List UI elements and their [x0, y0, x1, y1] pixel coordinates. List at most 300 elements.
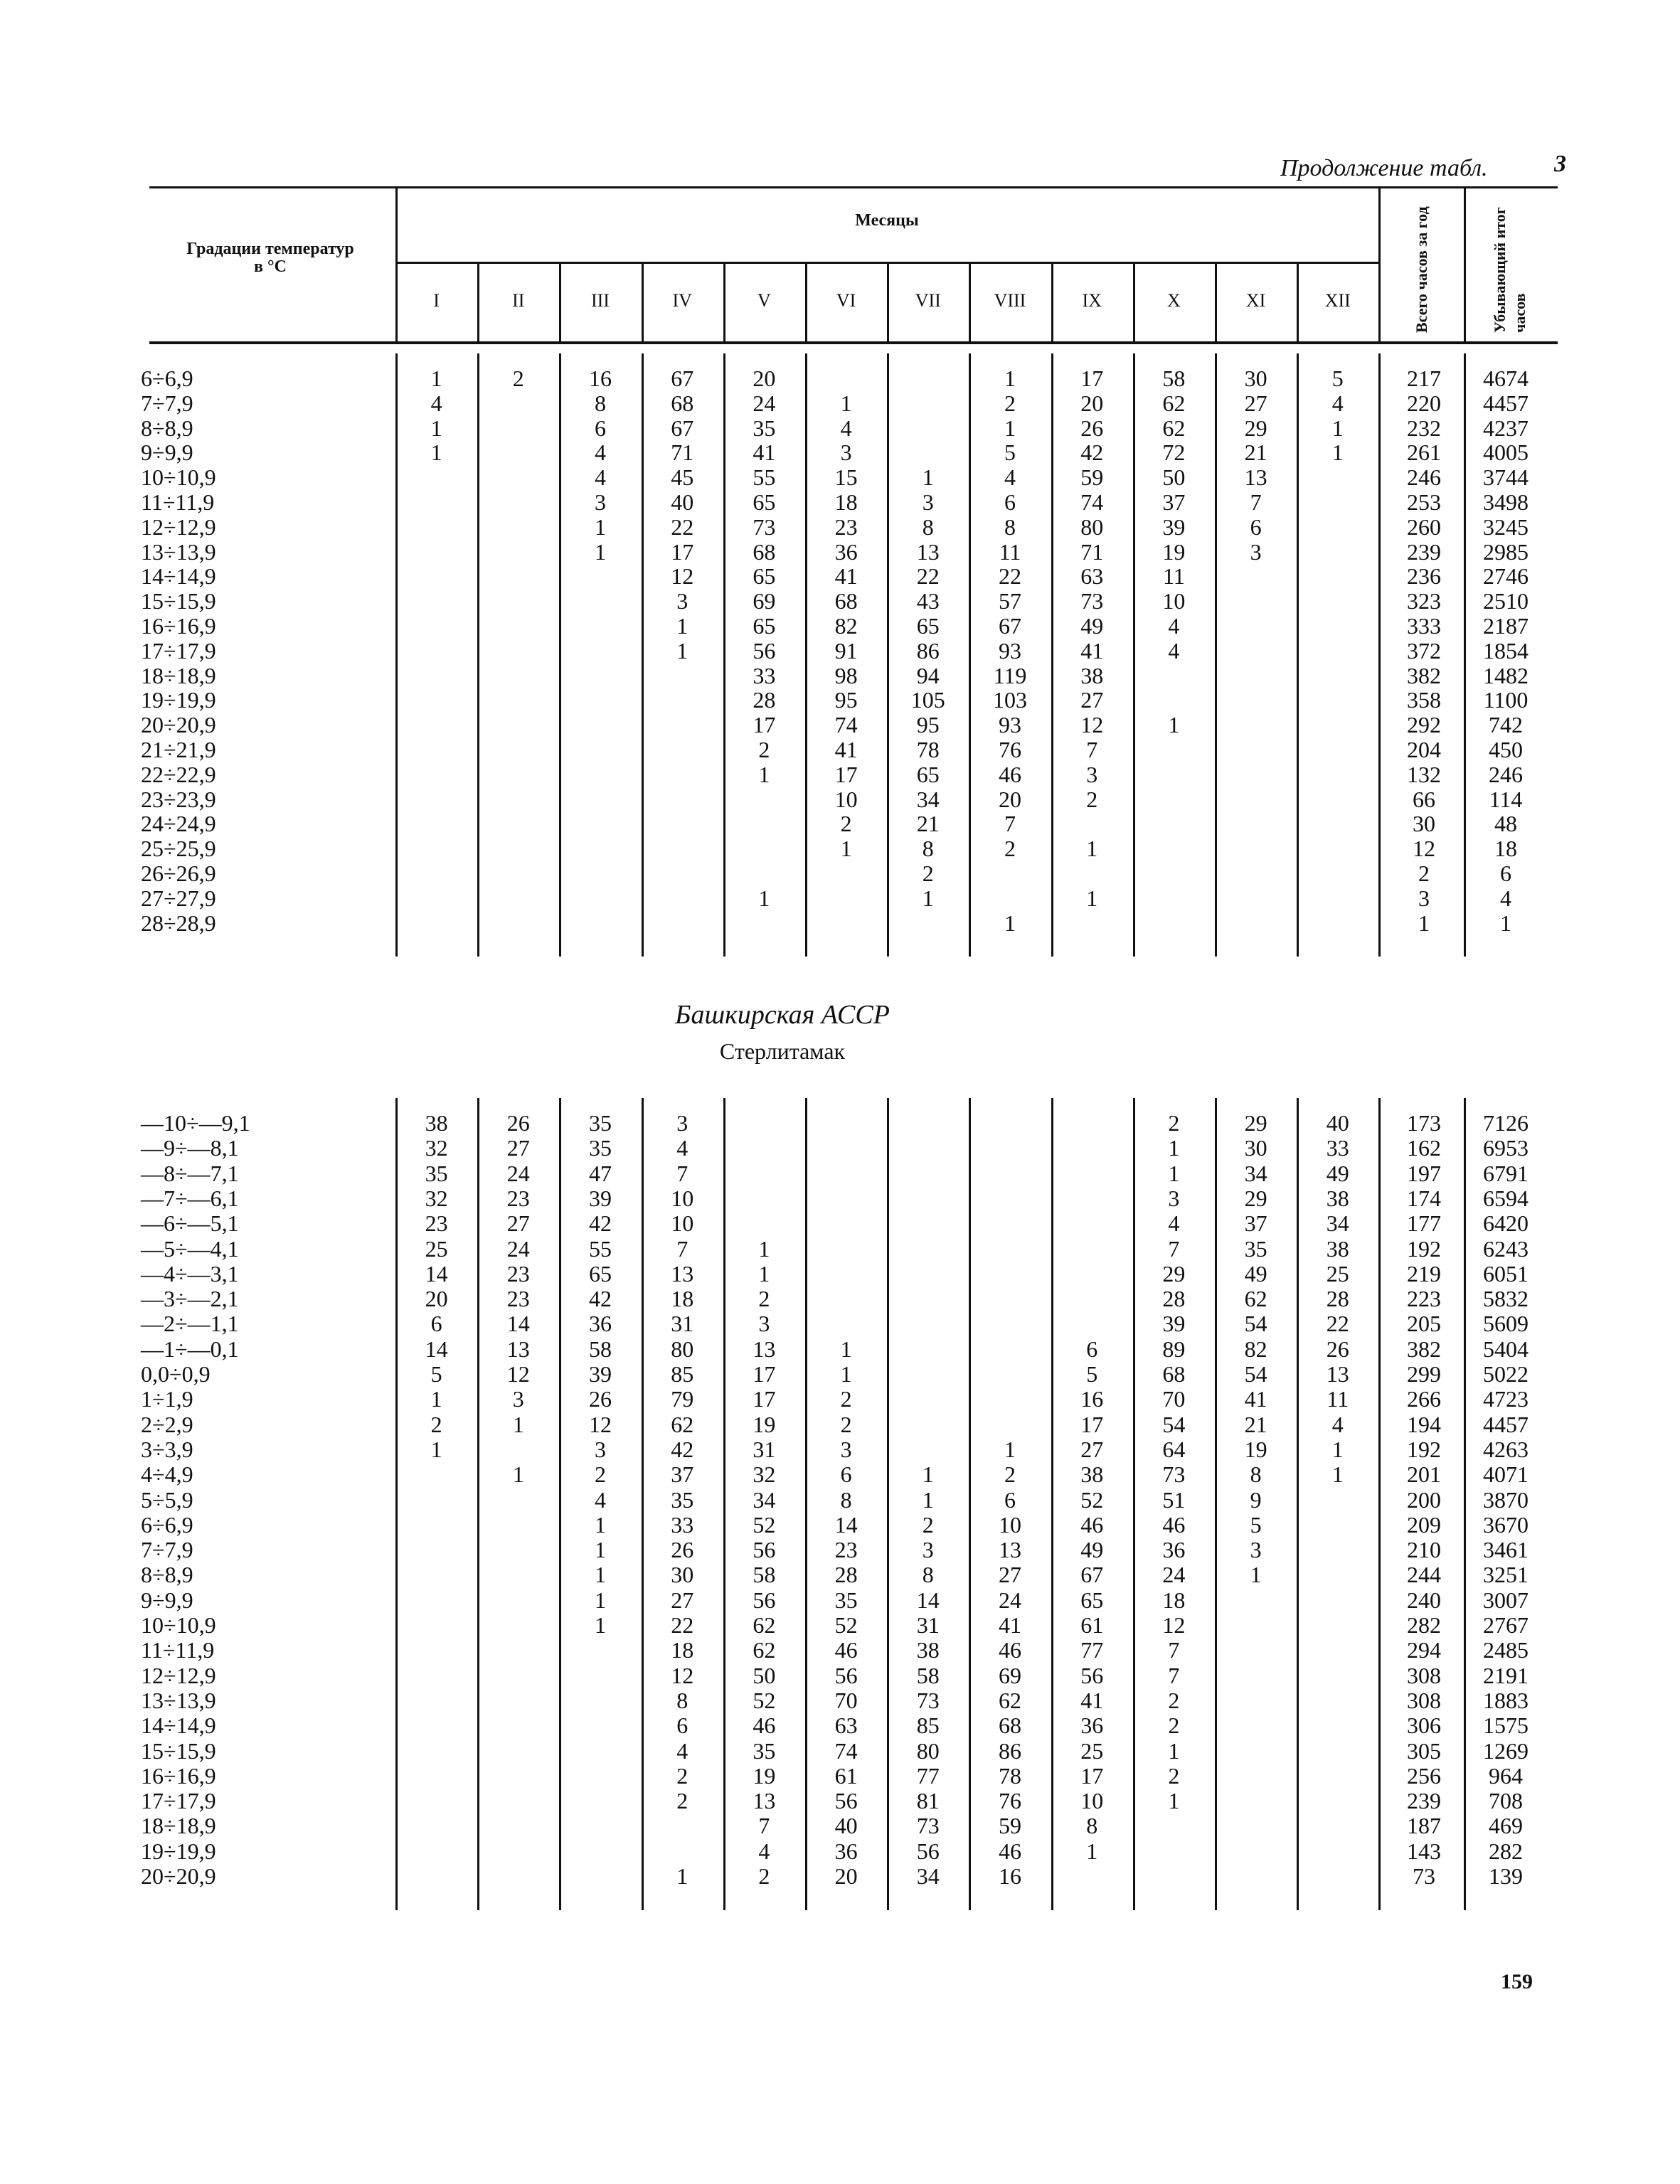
- hours-cell-V: 2: [758, 737, 770, 762]
- gradation-label: 14÷14,9: [141, 563, 216, 590]
- hours-cell-IV: 33: [671, 1511, 694, 1538]
- hours-cell-IX: 71: [1080, 538, 1104, 565]
- hours-cell-I: 1: [430, 415, 442, 441]
- hours-cell-VI: 4: [840, 415, 852, 441]
- hours-cell-XII: 26: [1326, 1336, 1349, 1362]
- hours-cell-XI: 7: [1250, 489, 1262, 515]
- hours-cell-VI: 40: [834, 1813, 858, 1839]
- hours-cell-VIII: 78: [998, 1762, 1021, 1789]
- hours-cell-III: 2: [594, 1461, 606, 1488]
- hours-cell-IV: 71: [671, 440, 694, 466]
- hours-cell-VI: 2: [840, 1386, 852, 1412]
- hours-cell-V: 69: [753, 588, 776, 614]
- hours-cell-I: 20: [425, 1286, 448, 1312]
- hours-cell-I: 1: [430, 440, 442, 466]
- hours-cell-X: 7: [1168, 1637, 1180, 1663]
- hours-cell-VIII: 10: [998, 1511, 1021, 1538]
- hours-cell-VI: 61: [834, 1762, 858, 1789]
- cumulative-hours-cell: 3007: [1483, 1587, 1529, 1613]
- hours-cell-XI: 30: [1244, 1135, 1267, 1161]
- header-divider: [642, 263, 644, 341]
- cumulative-hours-cell: 2510: [1483, 588, 1529, 614]
- hours-cell-V: 17: [753, 712, 776, 738]
- total-hours-cell: 143: [1407, 1838, 1441, 1864]
- hours-cell-X: 58: [1162, 366, 1186, 391]
- hours-cell-VI: 3: [840, 1436, 852, 1462]
- total-hours-cell: 253: [1407, 489, 1441, 515]
- hours-cell-VI: 35: [834, 1587, 858, 1613]
- hours-cell-V: 62: [753, 1612, 776, 1638]
- header-divider: [1051, 263, 1053, 341]
- hours-cell-VIII: 16: [998, 1863, 1021, 1889]
- hours-cell-X: 4: [1168, 1210, 1180, 1237]
- cumulative-hours-cell: 1: [1500, 910, 1511, 936]
- cumulative-hours-cell: 1482: [1483, 662, 1529, 688]
- hours-cell-VII: 80: [916, 1737, 940, 1764]
- month-numeral-XII: XII: [1324, 290, 1351, 311]
- hours-cell-VIII: 22: [998, 563, 1021, 590]
- hours-cell-I: 6: [430, 1311, 442, 1337]
- hours-cell-III: 4: [594, 464, 606, 491]
- hours-cell-VI: 74: [834, 1737, 858, 1764]
- total-hours-cell: 382: [1407, 662, 1441, 688]
- header-top-rule: [149, 186, 1558, 188]
- hours-cell-III: 35: [588, 1135, 612, 1161]
- hours-cell-V: 73: [753, 513, 776, 540]
- hours-cell-V: 24: [753, 390, 776, 416]
- gradation-label: 21÷21,9: [141, 737, 216, 762]
- hours-cell-IX: 49: [1080, 1537, 1104, 1563]
- hours-cell-X: 70: [1162, 1386, 1186, 1412]
- page-number: 159: [1501, 1970, 1533, 1993]
- hours-cell-XI: 82: [1244, 1336, 1267, 1362]
- hours-cell-XII: 22: [1326, 1311, 1349, 1337]
- total-hours-cell: 236: [1407, 563, 1441, 590]
- cumulative-hours-header: Убывающий итог часов: [1491, 207, 1529, 333]
- gradation-label: 23÷23,9: [141, 786, 216, 812]
- gradation-label: —6÷—5,1: [141, 1210, 239, 1237]
- hours-cell-XII: 1: [1331, 1461, 1344, 1488]
- hours-cell-VIII: 1: [1004, 910, 1016, 936]
- hours-cell-VII: 8: [922, 1562, 934, 1588]
- hours-cell-IV: 22: [671, 513, 694, 540]
- total-hours-cell: 177: [1407, 1210, 1441, 1237]
- hours-cell-V: 28: [753, 687, 776, 713]
- gradation-label: 11÷11,9: [141, 1637, 215, 1663]
- hours-cell-VI: 98: [834, 662, 858, 688]
- hours-cell-V: 1: [758, 1260, 770, 1287]
- gradation-label: —2÷—1,1: [141, 1311, 239, 1337]
- hours-cell-II: 24: [506, 1160, 530, 1186]
- hours-cell-II: 24: [506, 1235, 530, 1262]
- gradation-label: 15÷15,9: [141, 588, 216, 614]
- hours-cell-IX: 2: [1086, 786, 1098, 812]
- cumulative-hours-cell: 4071: [1483, 1461, 1529, 1488]
- hours-cell-V: 56: [753, 1587, 776, 1613]
- gradation-label: 2÷2,9: [141, 1411, 193, 1437]
- total-hours-cell: 73: [1413, 1863, 1435, 1889]
- hours-cell-VI: 63: [834, 1712, 858, 1739]
- hours-cell-X: 37: [1162, 489, 1186, 515]
- hours-cell-VII: 34: [916, 1863, 940, 1889]
- hours-cell-IV: 2: [676, 1762, 689, 1789]
- hours-cell-XI: 54: [1244, 1311, 1267, 1337]
- hours-cell-V: 17: [753, 1386, 776, 1412]
- hours-cell-IV: 45: [671, 464, 694, 491]
- gradation-label: 27÷27,9: [141, 885, 216, 911]
- hours-cell-III: 16: [588, 366, 612, 391]
- hours-cell-IV: 80: [671, 1336, 694, 1362]
- hours-cell-IX: 27: [1080, 1436, 1104, 1462]
- hours-cell-V: 7: [758, 1813, 770, 1839]
- total-hours-cell: 173: [1407, 1110, 1441, 1136]
- total-hours-cell: 219: [1407, 1260, 1441, 1287]
- hours-cell-V: 3: [758, 1311, 770, 1337]
- hours-cell-VI: 68: [834, 588, 858, 614]
- hours-cell-V: 35: [753, 415, 776, 441]
- hours-cell-V: 17: [753, 1361, 776, 1387]
- gradation-label: 12÷12,9: [141, 513, 216, 540]
- cumulative-hours-cell: 3744: [1483, 464, 1529, 491]
- hours-cell-IX: 42: [1080, 440, 1104, 466]
- hours-cell-V: 55: [753, 464, 776, 491]
- hours-cell-VI: 10: [834, 786, 858, 812]
- month-numeral-XI: XI: [1245, 290, 1266, 311]
- hours-cell-VII: 94: [916, 662, 940, 688]
- cumulative-hours-cell: 2485: [1483, 1637, 1529, 1663]
- hours-cell-X: 7: [1168, 1235, 1180, 1262]
- hours-cell-VI: 95: [834, 687, 858, 713]
- total-hours-cell: 1: [1418, 910, 1430, 936]
- cumulative-hours-cell: 18: [1494, 836, 1517, 862]
- hours-cell-VI: 74: [834, 712, 858, 738]
- cumulative-hours-cell: 4237: [1483, 415, 1529, 441]
- month-numeral-IV: IV: [672, 290, 692, 311]
- cumulative-hours-cell: 1269: [1483, 1737, 1529, 1764]
- hours-cell-XII: 40: [1326, 1110, 1349, 1136]
- total-hours-cell: 292: [1407, 712, 1441, 738]
- hours-cell-IV: 1: [676, 1863, 689, 1889]
- hours-cell-I: 25: [425, 1235, 448, 1262]
- total-hours-cell: 333: [1407, 613, 1441, 639]
- hours-cell-IV: 68: [671, 390, 694, 416]
- hours-cell-II: 2: [512, 366, 524, 391]
- caption-text: Продолжение табл.: [1280, 155, 1488, 181]
- hours-cell-I: 23: [425, 1210, 448, 1237]
- total-hours-cell: 2: [1418, 861, 1430, 886]
- hours-cell-VII: 81: [916, 1788, 940, 1814]
- hours-cell-IV: 2: [676, 1788, 689, 1814]
- hours-cell-V: 52: [753, 1511, 776, 1538]
- hours-cell-IX: 10: [1080, 1788, 1104, 1814]
- hours-cell-X: 39: [1162, 1311, 1186, 1337]
- hours-cell-X: 54: [1162, 1411, 1186, 1437]
- gradation-label: —1÷—0,1: [141, 1336, 239, 1362]
- cumulative-hours-cell: 469: [1489, 1813, 1523, 1839]
- hours-cell-VIII: 103: [992, 687, 1027, 713]
- hours-cell-IV: 67: [671, 366, 694, 391]
- hours-cell-VIII: 20: [998, 786, 1021, 812]
- hours-cell-IV: 18: [671, 1637, 694, 1663]
- total-hours-cell: 201: [1407, 1461, 1441, 1488]
- hours-cell-III: 3: [594, 1436, 606, 1462]
- hours-cell-V: 13: [753, 1788, 776, 1814]
- gradation-label: —7÷—6,1: [141, 1185, 239, 1211]
- hours-cell-VI: 8: [840, 1486, 852, 1513]
- hours-cell-III: 55: [588, 1235, 612, 1262]
- hours-cell-I: 1: [430, 1386, 442, 1412]
- cumulative-hours-cell: 4674: [1483, 366, 1529, 391]
- cumulative-hours-cell: 4723: [1483, 1386, 1529, 1412]
- hours-cell-VI: 91: [834, 637, 858, 664]
- hours-cell-IX: 27: [1080, 687, 1104, 713]
- hours-cell-IV: 4: [676, 1737, 689, 1764]
- hours-cell-VIII: 46: [998, 1637, 1021, 1663]
- hours-cell-VI: 56: [834, 1788, 858, 1814]
- header-divider: [1215, 263, 1217, 341]
- hours-cell-X: 7: [1168, 1662, 1180, 1688]
- hours-cell-VI: 36: [834, 1838, 858, 1864]
- hours-cell-V: 65: [753, 613, 776, 639]
- region-title: Башкирская АССР: [675, 1000, 890, 1030]
- hours-cell-III: 8: [594, 390, 606, 416]
- total-hours-cell: 306: [1407, 1712, 1441, 1739]
- hours-cell-IX: 73: [1080, 588, 1104, 614]
- gradation-label: 8÷8,9: [141, 1562, 193, 1588]
- total-hours-cell: 244: [1407, 1562, 1441, 1588]
- cumulative-hours-cell: 282: [1489, 1838, 1523, 1864]
- hours-cell-II: 26: [506, 1110, 530, 1136]
- hours-cell-IV: 67: [671, 415, 694, 441]
- gradation-label: 26÷26,9: [141, 861, 216, 886]
- total-hours-cell: 232: [1407, 415, 1441, 441]
- cumulative-hours-cell: 4: [1500, 885, 1511, 911]
- hours-cell-II: 1: [512, 1461, 524, 1488]
- hours-cell-X: 12: [1162, 1612, 1186, 1638]
- cumulative-hours-cell: 246: [1489, 761, 1523, 787]
- hours-cell-VI: 36: [834, 538, 858, 565]
- hours-cell-VI: 2: [840, 811, 852, 837]
- month-numeral-I: I: [433, 290, 440, 311]
- hours-cell-VI: 82: [834, 613, 858, 639]
- hours-cell-IX: 63: [1080, 563, 1104, 590]
- hours-cell-IV: 17: [671, 538, 694, 565]
- hours-cell-VIII: 46: [998, 1838, 1021, 1864]
- cumulative-hours-cell: 1575: [1483, 1712, 1529, 1739]
- gradation-label: 24÷24,9: [141, 811, 216, 837]
- hours-cell-VIII: 1: [1004, 1436, 1016, 1462]
- hours-cell-III: 42: [588, 1210, 612, 1237]
- column-divider: [1378, 353, 1381, 957]
- hours-cell-XI: 29: [1244, 415, 1267, 441]
- total-hours-cell: 3: [1418, 885, 1430, 911]
- hours-cell-VII: 73: [916, 1687, 940, 1713]
- month-numeral-VII: VII: [915, 290, 941, 311]
- total-hours-cell: 209: [1407, 1511, 1441, 1538]
- hours-cell-V: 19: [753, 1762, 776, 1789]
- total-hours-header: Всего часов за год: [1413, 206, 1430, 333]
- hours-cell-II: 23: [506, 1260, 530, 1287]
- hours-cell-IV: 18: [671, 1286, 694, 1312]
- hours-cell-I: 14: [425, 1336, 448, 1362]
- hours-cell-III: 26: [588, 1386, 612, 1412]
- hours-cell-VIII: 69: [998, 1662, 1021, 1688]
- hours-cell-X: 39: [1162, 513, 1186, 540]
- hours-cell-V: 2: [758, 1863, 770, 1889]
- gradation-label: 7÷7,9: [141, 1537, 193, 1563]
- hours-cell-IV: 42: [671, 1436, 694, 1462]
- hours-cell-X: 1: [1168, 1737, 1180, 1764]
- hours-cell-IX: 1: [1086, 836, 1098, 862]
- hours-cell-IX: 1: [1086, 1838, 1098, 1864]
- hours-cell-I: 5: [430, 1361, 442, 1387]
- hours-cell-XI: 19: [1244, 1436, 1267, 1462]
- total-hours-cell: 266: [1407, 1386, 1441, 1412]
- gradation-label: 28÷28,9: [141, 910, 216, 936]
- gradation-label: 14÷14,9: [141, 1712, 216, 1739]
- hours-cell-X: 3: [1168, 1185, 1180, 1211]
- hours-cell-XI: 27: [1244, 390, 1267, 416]
- hours-cell-I: 35: [425, 1160, 448, 1186]
- gradation-label: 10÷10,9: [141, 1612, 216, 1638]
- gradation-label: 0,0÷0,9: [141, 1361, 211, 1387]
- hours-cell-X: 89: [1162, 1336, 1186, 1362]
- hours-cell-VIII: 6: [1004, 489, 1016, 515]
- gradation-label: 8÷8,9: [141, 415, 193, 441]
- cumulative-hours-cell: 2985: [1483, 538, 1529, 565]
- hours-cell-XI: 8: [1250, 1461, 1262, 1488]
- hours-cell-VI: 23: [834, 513, 858, 540]
- hours-cell-VI: 28: [834, 1562, 858, 1588]
- hours-cell-IX: 67: [1080, 1562, 1104, 1588]
- hours-cell-XI: 13: [1244, 464, 1267, 491]
- gradation-label: —4÷—3,1: [141, 1260, 239, 1287]
- cumulative-hours-cell: 5022: [1483, 1361, 1529, 1387]
- hours-cell-X: 2: [1168, 1687, 1180, 1713]
- hours-cell-VIII: 76: [998, 1788, 1021, 1814]
- hours-cell-VIII: 46: [998, 761, 1021, 787]
- hours-cell-V: 58: [753, 1562, 776, 1588]
- hours-cell-V: 2: [758, 1286, 770, 1312]
- hours-cell-VII: 1: [922, 1486, 934, 1513]
- hours-cell-X: 62: [1162, 390, 1186, 416]
- hours-cell-XI: 37: [1244, 1210, 1267, 1237]
- months-header: Месяцы: [855, 211, 919, 230]
- hours-cell-VII: 77: [916, 1762, 940, 1789]
- gradation-label: —9÷—8,1: [141, 1135, 239, 1161]
- hours-cell-VIII: 41: [998, 1612, 1021, 1638]
- column-divider: [1378, 1098, 1381, 1910]
- hours-cell-VIII: 11: [999, 538, 1021, 565]
- hours-cell-III: 65: [588, 1260, 612, 1287]
- hours-cell-III: 1: [594, 1612, 606, 1638]
- hours-cell-XII: 49: [1326, 1160, 1349, 1186]
- total-hours-cell: 261: [1407, 440, 1441, 466]
- gradation-label: 18÷18,9: [141, 1813, 216, 1839]
- total-hours-cell: 204: [1407, 737, 1441, 762]
- gradation-label: 22÷22,9: [141, 761, 216, 787]
- hours-cell-III: 1: [594, 538, 606, 565]
- hours-cell-VII: 73: [916, 1813, 940, 1839]
- cumulative-hours-cell: 3251: [1483, 1562, 1529, 1588]
- hours-cell-X: 62: [1162, 415, 1186, 441]
- hours-cell-VIII: 7: [1004, 811, 1016, 837]
- hours-cell-X: 1: [1168, 712, 1180, 738]
- hours-cell-IV: 26: [671, 1537, 694, 1563]
- cumulative-hours-cell: 48: [1494, 811, 1517, 837]
- cumulative-hours-cell: 6: [1500, 861, 1511, 886]
- hours-cell-X: 64: [1162, 1436, 1186, 1462]
- hours-cell-IX: 41: [1080, 1687, 1104, 1713]
- cumulative-hours-cell: 4457: [1483, 1411, 1529, 1437]
- hours-cell-XI: 29: [1244, 1110, 1267, 1136]
- hours-cell-IX: 7: [1086, 737, 1098, 762]
- hours-cell-VIII: 93: [998, 712, 1021, 738]
- hours-cell-VII: 1: [922, 1461, 934, 1488]
- hours-cell-VII: 56: [916, 1838, 940, 1864]
- cumulative-hours-cell: 6953: [1483, 1135, 1529, 1161]
- hours-cell-V: 56: [753, 1537, 776, 1563]
- hours-cell-IV: 3: [676, 588, 689, 614]
- month-numeral-VI: VI: [836, 290, 856, 311]
- hours-cell-XII: 1: [1331, 440, 1344, 466]
- gradation-label: 13÷13,9: [141, 1687, 216, 1713]
- hours-cell-XII: 1: [1331, 415, 1344, 441]
- header-divider: [477, 263, 479, 341]
- header-bottom-rule: [149, 341, 1558, 344]
- hours-cell-V: 34: [753, 1486, 776, 1513]
- total-hours-cell: 239: [1407, 1788, 1441, 1814]
- hours-cell-X: 68: [1162, 1361, 1186, 1387]
- hours-cell-V: 4: [758, 1838, 770, 1864]
- hours-cell-XI: 29: [1244, 1185, 1267, 1211]
- hours-cell-VII: 95: [916, 712, 940, 738]
- hours-cell-X: 10: [1162, 588, 1186, 614]
- gradation-label: 1÷1,9: [141, 1386, 193, 1412]
- cumulative-hours-cell: 3670: [1483, 1511, 1529, 1538]
- hours-cell-XII: 13: [1326, 1361, 1349, 1387]
- hours-cell-I: 38: [425, 1110, 448, 1136]
- total-hours-cell: 256: [1407, 1762, 1441, 1789]
- hours-cell-VII: 13: [916, 538, 940, 565]
- total-hours-cell: 12: [1413, 836, 1435, 862]
- hours-cell-IV: 10: [671, 1185, 694, 1211]
- hours-cell-VII: 2: [922, 1511, 934, 1538]
- hours-cell-V: 41: [753, 440, 776, 466]
- header-divider: [559, 263, 561, 341]
- hours-cell-VIII: 67: [998, 613, 1021, 639]
- cumulative-hours-cell: 139: [1489, 1863, 1523, 1889]
- hours-cell-XI: 9: [1250, 1486, 1262, 1513]
- hours-cell-III: 1: [594, 1537, 606, 1563]
- hours-cell-X: 1: [1168, 1135, 1180, 1161]
- gradation-label: 13÷13,9: [141, 538, 216, 565]
- gradation-label: —3÷—2,1: [141, 1286, 239, 1312]
- hours-cell-IV: 85: [671, 1361, 694, 1387]
- hours-cell-XI: 62: [1244, 1286, 1267, 1312]
- hours-cell-XII: 5: [1331, 366, 1344, 391]
- hours-cell-VIII: 13: [998, 1537, 1021, 1563]
- hours-cell-IX: 26: [1080, 415, 1104, 441]
- gradation-label: 16÷16,9: [141, 613, 216, 639]
- hours-cell-I: 32: [425, 1185, 448, 1211]
- total-hours-cell: 246: [1407, 464, 1441, 491]
- hours-cell-IV: 7: [676, 1235, 689, 1262]
- hours-cell-VIII: 24: [998, 1587, 1021, 1613]
- hours-cell-III: 39: [588, 1361, 612, 1387]
- hours-cell-IX: 17: [1080, 1762, 1104, 1789]
- total-hours-cell: 372: [1407, 637, 1441, 664]
